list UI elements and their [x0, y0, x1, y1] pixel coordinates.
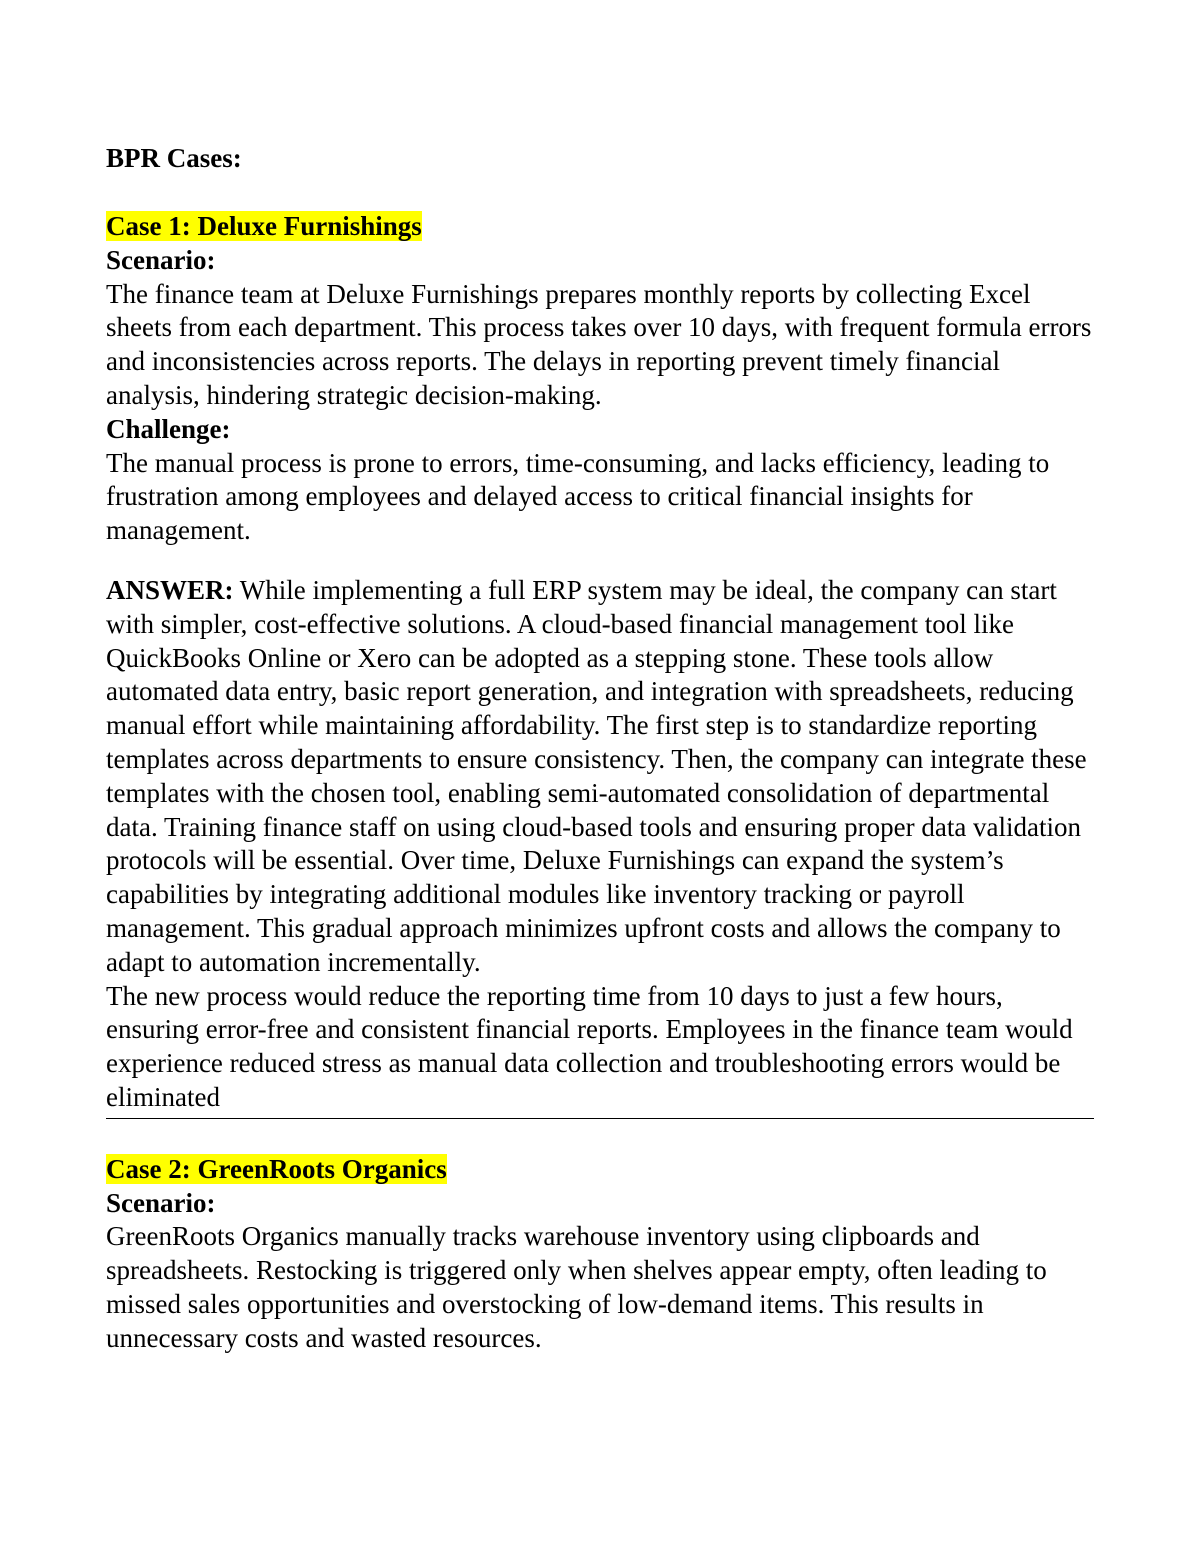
- case-2-scenario-text: GreenRoots Organics manually tracks warehouse inventory using clipboards and spreadsheets. Restocking is triggered only when shelves appear empty, often leading to missed sales opportunities and overstocking of low-demand items. This results in unnecessary costs and wasted resources.: [106, 1221, 1047, 1353]
- case-1-scenario-label: Scenario:: [106, 244, 216, 275]
- case-1-challenge-text: The manual process is prone to errors, time-consuming, and lacks efficiency, leading to frustration among employees and delayed access to critical financial insights for management.: [106, 447, 1050, 546]
- case-1-answer-text: While implementing a full ERP system may be ideal, the company can start with simpler, cost-effective solutions. A cloud-based financial management tool like QuickBooks Online or Xero can be adopted as a stepping stone. These tools allow automated data entry, basic report generation, and integration with spreadsheets, reducing manual effort while maintaining affordability. The first step is to standardize reporting templates across departments to ensure consistency. Then, the company can integrate these templates with the chosen tool, enabling semi-automated consolidation of departmental data. Training finance staff on using cloud-based tools and ensuring proper data validation protocols will be essential. Over time, Deluxe Furnishings can expand the system’s capabilities by integrating additional modules like inventory tracking or payroll management. This gradual approach minimizes upfront costs and allows the company to adapt to automation incrementally.: [106, 574, 1087, 977]
- document-page: [106, 142, 1096, 1356]
- case-1-scenario-text: The finance team at Deluxe Furnishings prepares monthly reports by collecting Excel sheets from each department. This process takes over 10 days, with frequent formula errors and inconsistencies across reports. The delays in reporting prevent timely financial analysis, hindering strategic decision-making.: [106, 278, 1092, 410]
- spacer: [106, 1119, 1096, 1153]
- case-1-answer-label: ANSWER:: [106, 574, 234, 605]
- case-1-heading: [106, 210, 1096, 244]
- case-1-answer-text-2: The new process would reduce the reporting time from 10 days to just a few hours, ensuring error-free and consistent financial reports. Employees in the finance team would experience reduced stress as manual data collection and troubleshooting errors would be eliminated: [106, 980, 1073, 1112]
- case-2-heading: [106, 1153, 1096, 1187]
- case-1-heading-highlight: Case 1: Deluxe Furnishings: [106, 211, 422, 241]
- document-title: BPR Cases:: [106, 143, 242, 173]
- case-2-section: [106, 1153, 1096, 1356]
- case-2-scenario-label: Scenario:: [106, 1187, 216, 1218]
- case-1-challenge-label: Challenge:: [106, 413, 231, 444]
- case-2-heading-highlight: Case 2: GreenRoots Organics: [106, 1153, 447, 1184]
- spacer: [106, 176, 1096, 210]
- case-1-section: [106, 210, 1096, 1115]
- case-1-answer: [106, 574, 1096, 980]
